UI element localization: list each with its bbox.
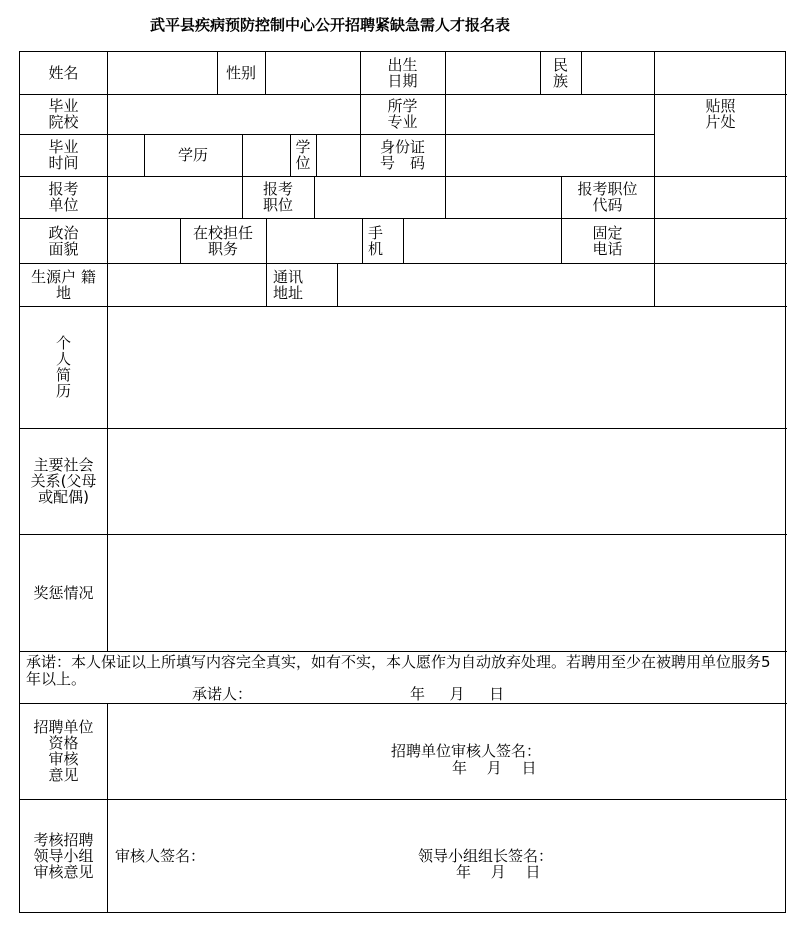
- application-form: [19, 51, 786, 913]
- label-political: 政治 面貌: [48, 223, 79, 258]
- label-grad-time: 毕业 时间: [48, 138, 79, 172]
- leader-review-date: 年 月 日: [456, 863, 541, 881]
- resume-input[interactable]: [107, 306, 787, 428]
- label-ethnicity: 民 族: [552, 56, 568, 90]
- label-mobile: 手 机: [368, 223, 384, 258]
- label-unit-review: 招聘单位 资格 审核 意见: [33, 718, 94, 784]
- pledge-signer: 承诺人：: [192, 685, 253, 703]
- major-input[interactable]: [445, 94, 654, 134]
- label-rewards: 奖惩情况: [33, 583, 94, 602]
- grad-time-input[interactable]: [107, 134, 144, 176]
- label-birth: 出生 日期: [387, 56, 418, 90]
- label-school-duty: 在校担任 职务: [192, 223, 253, 258]
- label-relations: 主要社会 关系(父母 或配偶): [30, 456, 97, 506]
- label-origin: 生源户 籍 地: [31, 267, 96, 302]
- name-input[interactable]: [107, 52, 217, 94]
- label-apply-post: 报考 职位: [262, 180, 293, 214]
- apply-unit-input[interactable]: [107, 176, 242, 218]
- rewards-input[interactable]: [107, 534, 787, 651]
- post-code-input[interactable]: [654, 176, 787, 218]
- education-input[interactable]: [242, 134, 290, 176]
- label-school: 毕业 院校: [48, 97, 79, 131]
- school-input[interactable]: [107, 94, 360, 134]
- birth-input[interactable]: [445, 52, 540, 94]
- pledge-text: 承诺：本人保证以上所填写内容完全真实，如有不实，本人愿作为自动放弃处理。若聘用至少在被聘用单位服务5年以上。: [26, 653, 771, 688]
- label-major: 所学 专业: [387, 97, 418, 131]
- apply-post-input[interactable]: [314, 176, 561, 218]
- leader-review-leader: 领导小组组长签名：: [418, 847, 554, 865]
- degree-input[interactable]: [316, 134, 360, 176]
- label-landline: 固定 电话: [592, 223, 623, 258]
- relations-input[interactable]: [107, 428, 787, 534]
- political-input[interactable]: [107, 218, 180, 263]
- leader-review-reviewer: 审核人签名：: [115, 847, 206, 865]
- label-name: 姓名: [48, 64, 79, 82]
- mobile-input[interactable]: [403, 218, 561, 263]
- label-address: 通讯 地址: [273, 267, 304, 302]
- address-input[interactable]: [337, 263, 787, 306]
- label-apply-unit: 报考 单位: [48, 180, 79, 214]
- label-id-number: 身份证 号 码: [379, 138, 425, 172]
- origin-input[interactable]: [107, 263, 266, 306]
- label-resume: 个 人 简 历: [55, 334, 71, 400]
- label-leader-review: 考核招聘 领导小组 审核意见: [33, 831, 94, 881]
- label-gender: 性别: [225, 64, 256, 82]
- unit-review-signer: 招聘单位审核人签名：: [391, 742, 542, 760]
- label-degree: 学 位: [295, 138, 311, 172]
- ethnicity-input[interactable]: [581, 52, 654, 94]
- gender-input[interactable]: [265, 52, 360, 94]
- label-post-code: 报考职位 代码: [577, 180, 638, 214]
- school-duty-input[interactable]: [266, 218, 362, 263]
- id-number-input[interactable]: [445, 134, 654, 176]
- label-education: 学历: [177, 146, 208, 164]
- photo-area: 贴照 片处: [705, 97, 736, 131]
- unit-review-date: 年 月 日: [452, 759, 537, 777]
- landline-input[interactable]: [654, 218, 787, 263]
- form-title: 武平县疾病预防控制中心公开招聘紧缺急需人才报名表: [149, 16, 510, 34]
- pledge-date: 年 月 日: [410, 685, 505, 703]
